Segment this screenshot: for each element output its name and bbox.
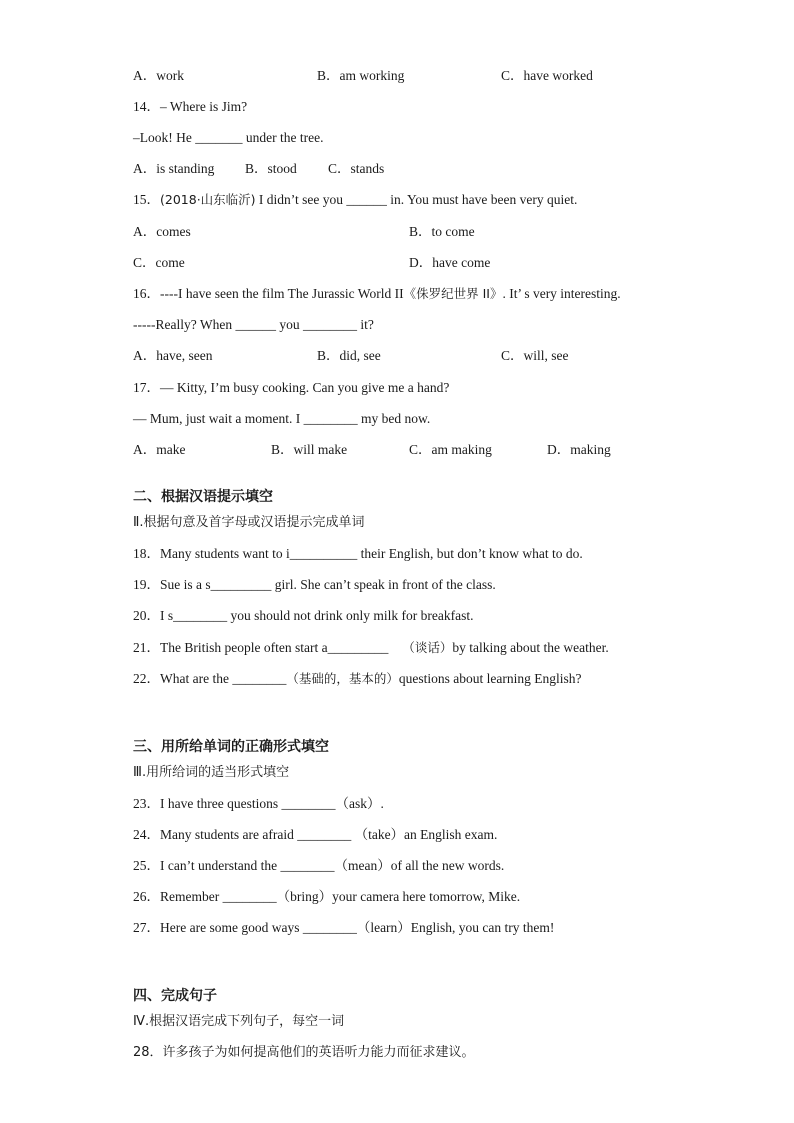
q21 [133,637,609,659]
q15-option-c: C．come [133,255,185,270]
q15-option-d: D．have come [409,255,491,270]
q19-post: girl. She can’t speak in front of the class. [271,577,496,592]
q19-pre: 19．Sue is a [133,577,206,592]
q24: 24．Many students are afraid ________ （take）an English exam. [133,827,498,842]
q20-pre: 20．I [133,608,168,623]
q23: 23．I have three questions ________（ask）. [133,796,384,811]
q15-options-row1 [133,221,733,243]
q14-option-a: A．is standing [133,161,215,176]
q17-option-d: D．making [547,442,611,457]
q20-post: you should not drink only milk for breakfast. [227,608,474,623]
q17-stem: 17．— Kitty, I’m busy cooking. Can you give me a hand? [133,380,450,395]
q18-post: their English, but don’t know what to do. [357,546,583,561]
section4-title: 四、完成句子 [133,988,217,1004]
q14-option-b: B．stood [245,161,297,176]
q17-line2: — Mum, just wait a moment. I ________ my bed now. [133,411,431,426]
q15-option-a: A．comes [133,224,191,239]
q16-chinese-title: 《侏罗纪世界 II》 [403,286,503,301]
q18 [133,543,583,565]
q13-option-a: A．work [133,68,184,83]
q17-option-c: C．am making [409,442,492,457]
q19 [133,574,496,596]
q13-option-c: C．have worked [501,68,593,83]
q21-post: by talking about the weather. [452,640,609,655]
q16-options [133,345,733,367]
section2-subtitle: Ⅱ.根据句意及首字母或汉语提示完成单词 [133,515,365,530]
q16-text-b: . It’ s very interesting. [502,286,621,301]
q25: 25．I can’t understand the ________（mean）of all the new words. [133,858,505,873]
q17-option-b: B．will make [271,442,348,457]
q22 [133,668,581,690]
q15-number: 15． [133,192,160,207]
q15-stem [133,189,577,211]
q28: 28．许多孩子为如何提高他们的英语听力能力而征求建议。 [133,1045,475,1060]
q15-source: (2018·山东临沂) [160,192,256,207]
section4-subtitle: Ⅳ.根据汉语完成下列句子，每空一词 [133,1014,345,1029]
q14-line2: –Look! He _______ under the tree. [133,130,324,145]
q21-pre: 21．The British people often start [133,640,322,655]
q26: 26．Remember ________（bring）your camera here tomorrow, Mike. [133,889,521,904]
q21-blank: a_________ [321,640,389,655]
q13-options [133,65,733,87]
q15-option-b: B．to come [409,224,475,239]
q20 [133,605,473,627]
q21-hint: （谈话） [402,640,453,655]
q20-blank: s________ [167,608,228,623]
q17-option-a: A．make [133,442,186,457]
q17-options [133,439,733,461]
q14-stem: 14．– Where is Jim? [133,99,248,114]
q16-option-c: C．will, see [501,348,569,363]
section3-title: 三、用所给单词的正确形式填空 [133,739,329,755]
q14-option-c: C．stands [328,161,385,176]
section2-title: 二、根据汉语提示填空 [133,489,273,505]
q19-blank: s_________ [205,577,272,592]
q16-option-b: B．did, see [317,348,381,363]
q22-hint: （基础的，基本的） [286,671,399,686]
q16-text-a: 16．----I have seen the film The Jurassic World II [133,286,404,301]
section3-subtitle: Ⅲ.用所给词的适当形式填空 [133,765,290,780]
q16-stem [133,283,621,305]
q14-options [133,158,733,180]
q18-pre: 18．Many students want to [133,546,286,561]
q13-option-b: B．am working [317,68,405,83]
q15-text: I didn’t see you ______ in. You must have been very quiet. [255,192,578,207]
q15-options-row2 [133,252,733,274]
q16-line2: -----Really? When ______ you ________ it? [133,317,374,332]
q22-pre: 22．What are the ________ [133,671,287,686]
q18-blank: i__________ [286,546,358,561]
q16-option-a: A．have, seen [133,348,213,363]
q22-post: questions about learning English? [398,671,582,686]
q27: 27．Here are some good ways ________（learn）English, you can try them! [133,920,555,935]
